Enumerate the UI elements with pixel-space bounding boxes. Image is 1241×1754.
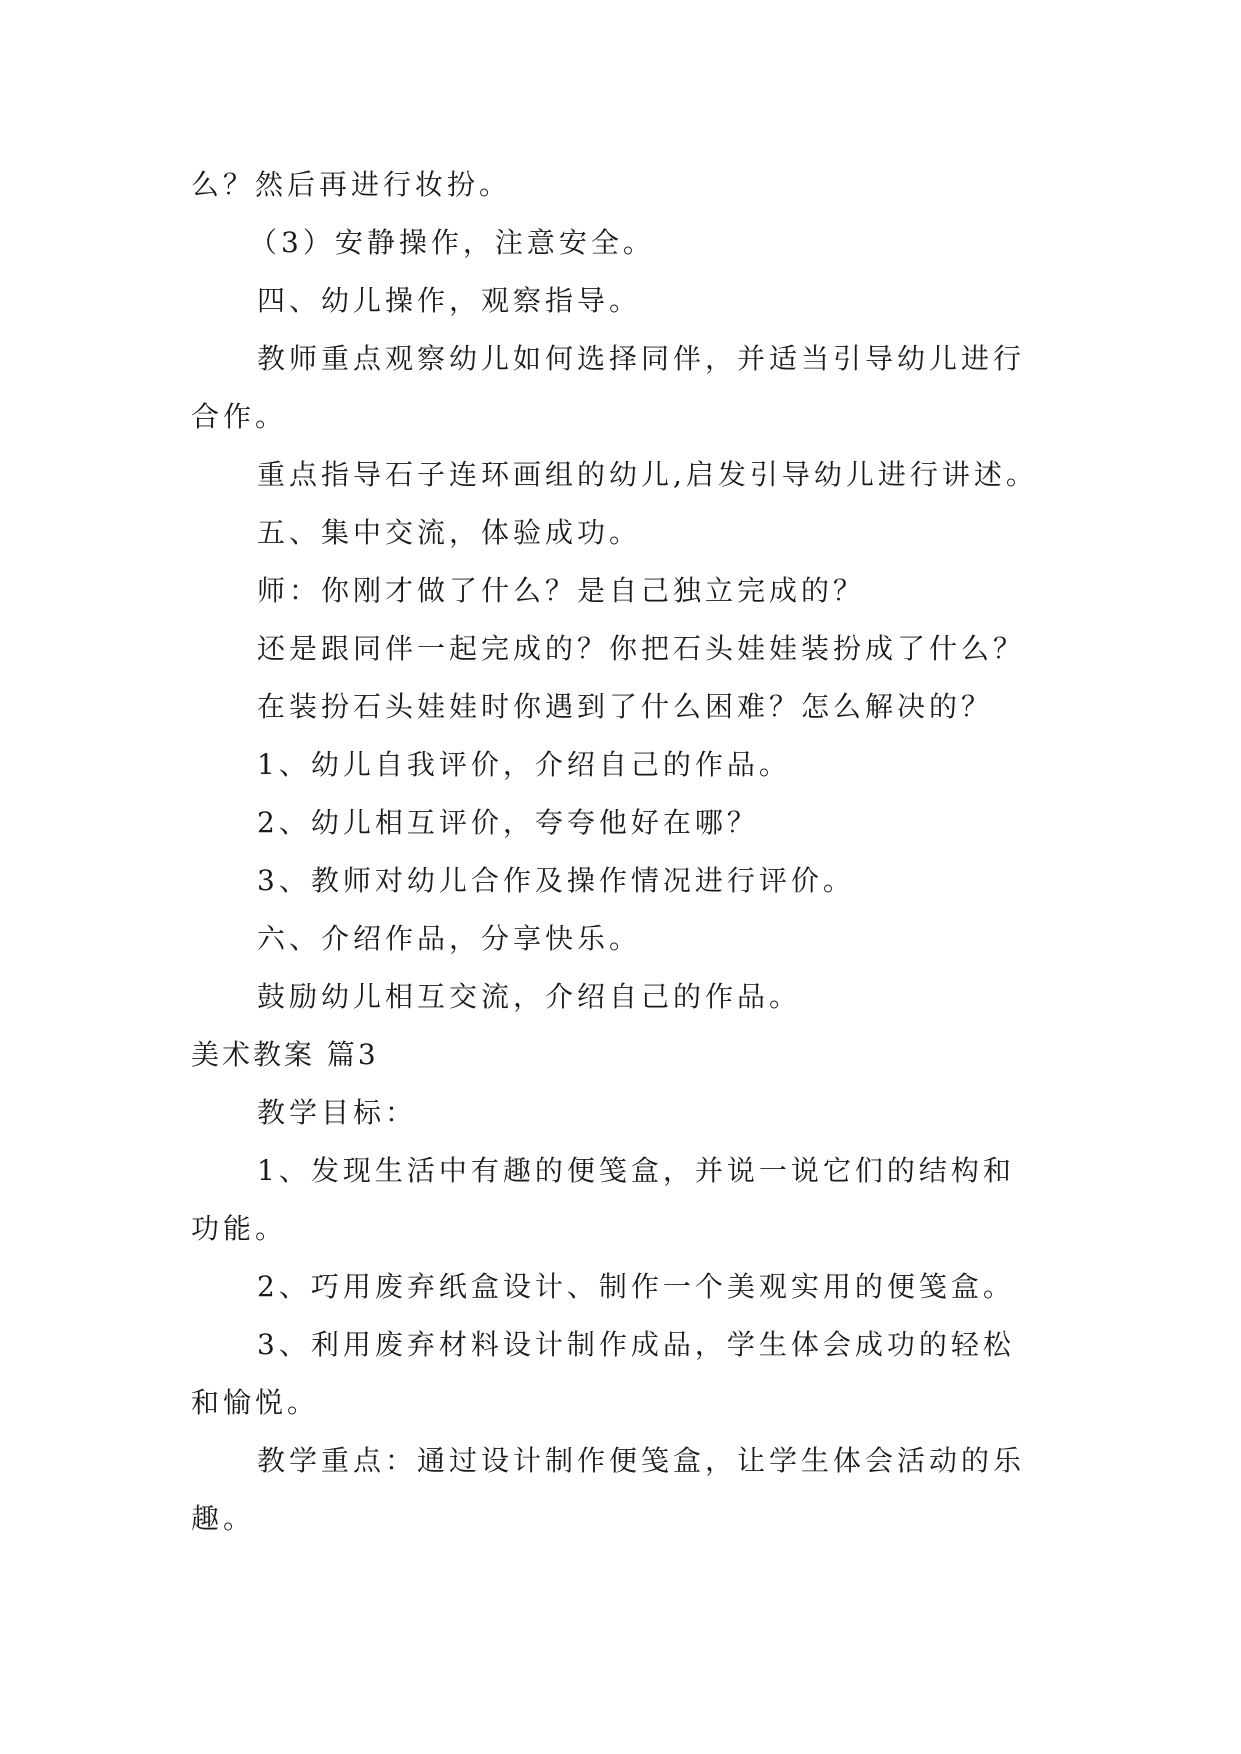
paragraph-line: 还是跟同伴一起完成的？你把石头娃娃装扮成了什么？ [257, 632, 1026, 665]
paragraph-line: 趣。 [191, 1502, 256, 1535]
paragraph-line: 么？然后再进行妆扮。 [191, 168, 512, 201]
list-item: 1、发现生活中有趣的便笺盒，并说一说它们的结构和 [257, 1154, 1015, 1187]
list-item: 1、幼儿自我评价，介绍自己的作品。 [257, 748, 791, 781]
section-heading: 六、介绍作品，分享快乐。 [257, 922, 642, 955]
paragraph-line: （3）安静操作，注意安全。 [249, 226, 655, 259]
paragraph-line: 功能。 [191, 1212, 288, 1245]
paragraph-line: 重点指导石子连环画组的幼儿,启发引导幼儿进行讲述。 [257, 458, 1038, 491]
paragraph-line: 和愉悦。 [191, 1386, 320, 1419]
paragraph-line: 在装扮石头娃娃时你遇到了什么困难？怎么解决的？ [257, 690, 994, 723]
list-item: 2、幼儿相互评价，夸夸他好在哪？ [257, 806, 759, 839]
list-item: 3、利用废弃材料设计制作成品，学生体会成功的轻松 [257, 1328, 1015, 1361]
paragraph-line: 鼓励幼儿相互交流，介绍自己的作品。 [257, 980, 802, 1013]
paragraph-line: 师：你刚才做了什么？是自己独立完成的？ [257, 574, 866, 607]
paragraph-line: 教师重点观察幼儿如何选择同伴，并适当引导幼儿进行 [257, 342, 1026, 375]
chapter-heading: 美术教案 篇3 [191, 1038, 379, 1071]
list-item: 3、教师对幼儿合作及操作情况进行评价。 [257, 864, 855, 897]
list-item: 2、巧用废弃纸盒设计、制作一个美观实用的便笺盒。 [257, 1270, 1015, 1303]
paragraph-line: 合作。 [191, 400, 288, 433]
section-heading: 五、集中交流，体验成功。 [257, 516, 642, 549]
section-heading: 四、幼儿操作，观察指导。 [257, 284, 642, 317]
paragraph-line: 教学重点：通过设计制作便笺盒，让学生体会活动的乐 [257, 1444, 1026, 1477]
section-heading: 教学目标： [257, 1096, 418, 1129]
